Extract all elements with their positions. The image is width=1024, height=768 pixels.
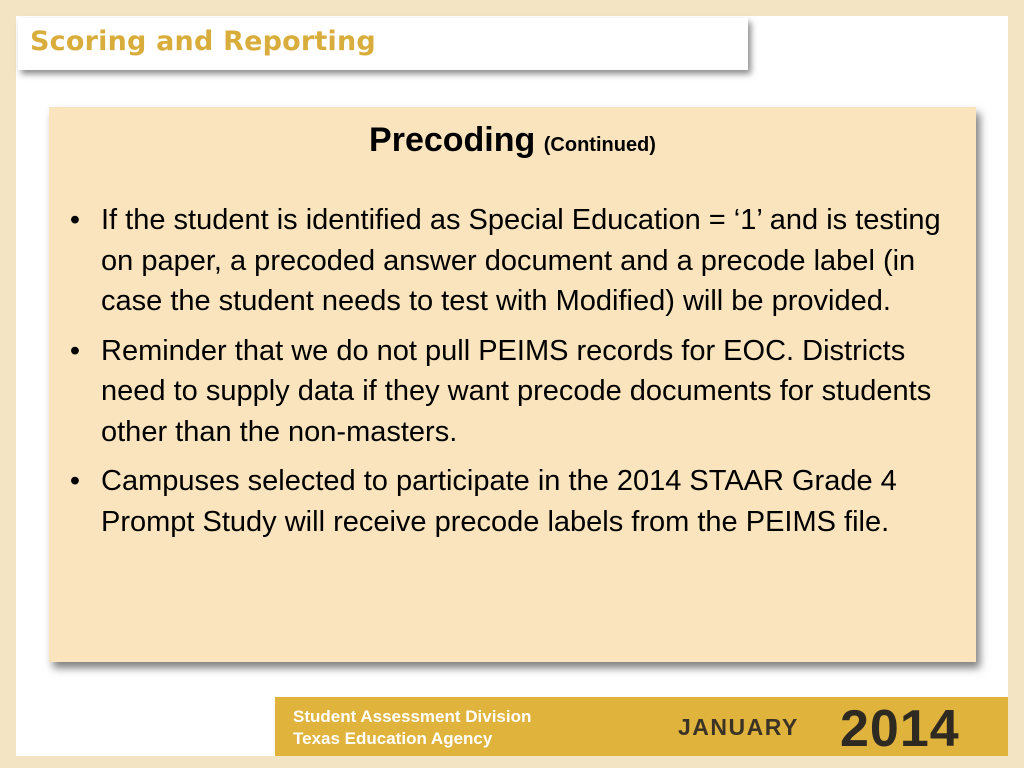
list-item [61,331,961,453]
list-item [61,200,961,322]
footer-banner [275,697,1008,756]
bullet-icon: • [69,204,81,236]
footer-year: 2014 [840,700,960,758]
bullet-icon: • [69,465,81,497]
bullet-list [61,200,961,551]
slide-heading [49,121,976,160]
heading-main: Precoding [369,121,536,159]
heading-sub: (Continued) [543,134,656,156]
footer-month: JANUARY [678,714,799,740]
content-box [49,107,976,662]
bullet-icon: • [69,334,81,367]
page-title: Scoring and Reporting [30,26,376,57]
title-bar [18,18,748,70]
list-item [61,461,961,542]
bullet-text: Campuses selected to participate in the 2014 STAAR Grade 4 Prompt Study will receive precode labels from the PEIMS file. [101,465,897,538]
footer-org-division: Student Assessment Division [293,707,532,726]
bullet-text: If the student is identified as Special Education = ‘1’ and is testing on paper, a precoded answer document and a precode label (in case the student needs to test with Modified) will be provided. [101,204,941,317]
footer-org-agency: Texas Education Agency [293,729,493,748]
bullet-text: Reminder that we do not pull PEIMS records for EOC. Districts need to supply data if they want precode documents for students other than the non-masters. [101,334,932,448]
